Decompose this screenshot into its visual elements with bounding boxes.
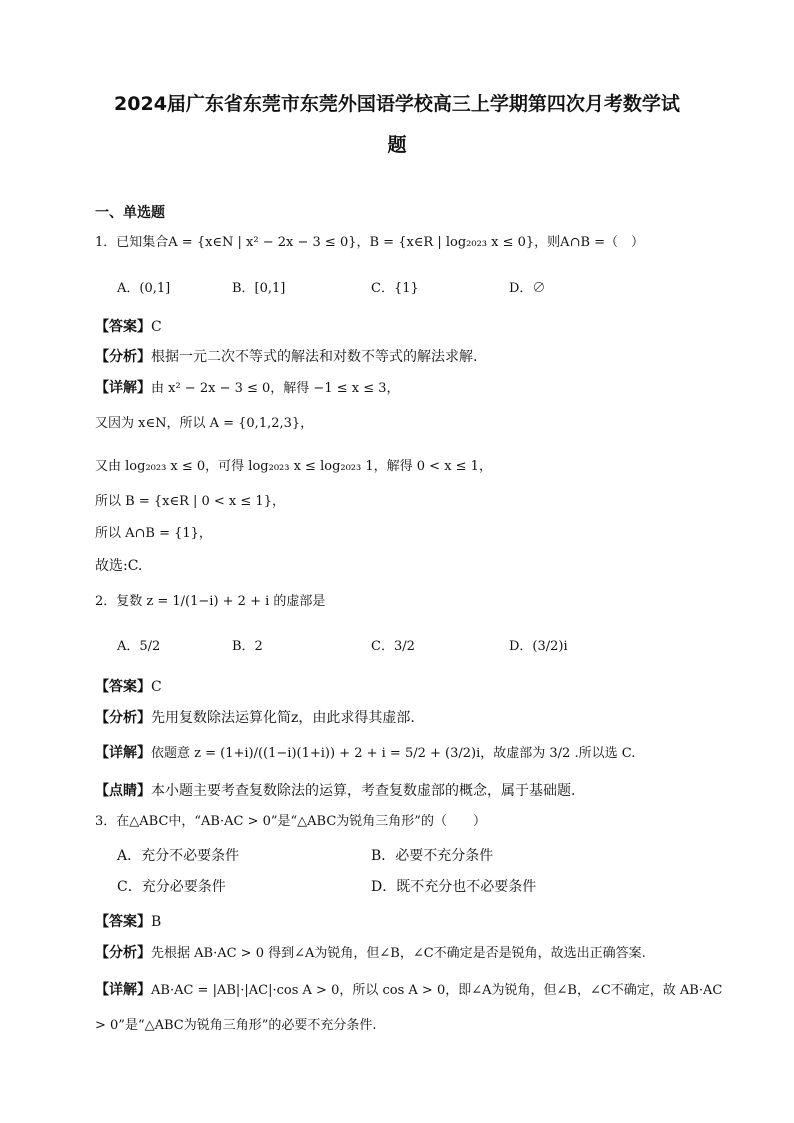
q3-answer-tag: 【答案】 xyxy=(95,914,151,930)
section-heading: 一、单选题 xyxy=(95,205,165,221)
q1-detail xyxy=(95,378,400,399)
q1-detail-line: 故选:C. xyxy=(95,558,143,574)
q3-option-a: A．充分不必要条件 xyxy=(117,848,240,864)
q1-detail-line: 又由 log₂₀₂₃ x ≤ 0，可得 log₂₀₂₃ x ≤ log₂₀₂₃ 1，解得 0 < x ≤ 1， xyxy=(95,459,492,474)
q3-analysis xyxy=(95,943,646,964)
q1-answer xyxy=(95,317,162,337)
q1-detail-line: 由 x² − 2x − 3 ≤ 0，解得 −1 ≤ x ≤ 3， xyxy=(151,381,400,396)
q3-option-b: B．必要不充分条件 xyxy=(371,848,494,864)
q2-analysis-text: 先用复数除法运算化简z，由此求得其虚部. xyxy=(151,710,415,726)
q1-detail-line: 又因为 x∈N，所以 A = {0,1,2,3}， xyxy=(95,416,314,431)
q1-option-c: C．{1} xyxy=(371,281,419,296)
q2-option-b: B．2 xyxy=(232,639,263,654)
q3-detail-line-1: AB·AC = |AB|·|AC|·cos A > 0，所以 cos A > 0，即∠A为锐角，但∠B，∠C不确定，故 AB·AC xyxy=(151,983,723,998)
q2-answer-tag: 【答案】 xyxy=(95,679,151,695)
q1-detail-line: 所以 B = {x∈R | 0 < x ≤ 1}， xyxy=(95,494,285,509)
q2-comment xyxy=(95,781,575,801)
q1-answer-value: C xyxy=(151,319,162,335)
q2-analysis-tag: 【分析】 xyxy=(95,710,151,726)
title-line-1: 2024届广东省东莞市东莞外国语学校高三上学期第四次月考数学试 xyxy=(114,93,680,115)
q1-detail-tag: 【详解】 xyxy=(95,380,151,396)
q1-detail-line: 所以 A∩B = {1}， xyxy=(95,526,212,541)
q2-detail-tag: 【详解】 xyxy=(95,745,151,761)
q3-stem: 3．在△ABC中，“AB·AC > 0”是“△ABC为锐角三角形”的（ ） xyxy=(95,814,486,829)
q1-stem: 1．已知集合A = {x∈N | x² − 2x − 3 ≤ 0}，B = {x∈R | log₂₀₂₃ x ≤ 0}，则A∩B =（ ） xyxy=(95,235,645,250)
q2-stem: 2．复数 z = 1/(1−i) + 2 + i 的虚部是 xyxy=(95,594,326,609)
q2-detail xyxy=(95,743,635,764)
q1-option-b: B．[0,1] xyxy=(232,281,286,296)
q2-option-d: D．(3/2)i xyxy=(509,639,568,654)
q1-option-a: A．(0,1] xyxy=(117,281,171,296)
q2-analysis xyxy=(95,708,415,728)
q3-detail-tag: 【详解】 xyxy=(95,982,151,998)
q1-answer-tag: 【答案】 xyxy=(95,319,151,335)
q2-option-c: C．3/2 xyxy=(371,639,415,654)
q1-analysis-tag: 【分析】 xyxy=(95,349,151,365)
q2-comment-tag: 【点睛】 xyxy=(95,783,151,799)
q3-detail xyxy=(95,980,722,1001)
q2-answer xyxy=(95,677,162,697)
q1-option-d: D．∅ xyxy=(509,281,546,296)
q3-detail-line-2: > 0”是“△ABC为锐角三角形”的必要不充分条件. xyxy=(95,1018,377,1033)
q1-analysis xyxy=(95,347,477,367)
q2-option-a: A．5/2 xyxy=(117,639,161,654)
q2-answer-value: C xyxy=(151,679,162,695)
q2-comment-text: 本小题主要考查复数除法的运算，考查复数虚部的概念，属于基础题. xyxy=(151,783,576,799)
q3-answer-value: B xyxy=(151,914,162,930)
q3-analysis-tag: 【分析】 xyxy=(95,945,151,961)
title-line-2: 题 xyxy=(387,134,407,156)
q3-option-c: C．充分必要条件 xyxy=(117,879,226,895)
q3-analysis-text: 先根据 AB·AC > 0 得到∠A为锐角，但∠B，∠C不确定是否是锐角，故选出正确答案. xyxy=(151,946,646,961)
q3-answer xyxy=(95,912,161,932)
q2-detail-text: 依题意 z = (1+i)/((1−i)(1+i)) + 2 + i = 5/2 + (3/2)i，故虚部为 3/2 .所以选 C. xyxy=(151,746,636,761)
q1-analysis-text: 根据一元二次不等式的解法和对数不等式的解法求解. xyxy=(151,349,478,365)
q3-option-d: D．既不充分也不必要条件 xyxy=(371,879,537,895)
document-title xyxy=(95,84,699,166)
